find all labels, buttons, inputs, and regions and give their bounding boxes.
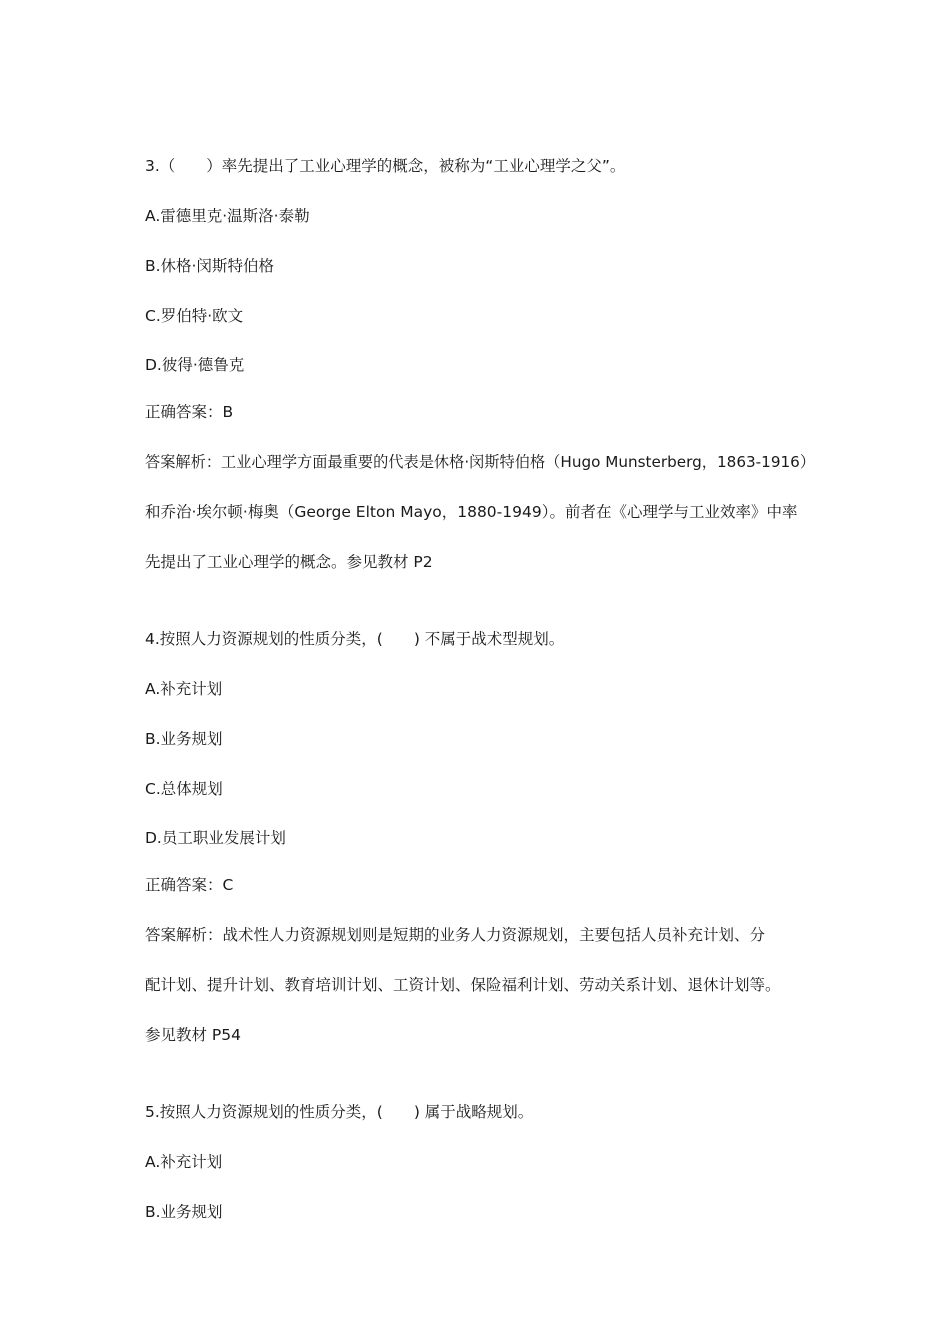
question-4-analysis-line-2: 配计划、提升计划、教育培训计划、工资计划、保险福利计划、劳动关系计划、退休计划等。 <box>145 976 781 994</box>
question-5-stem: 5.按照人力资源规划的性质分类，( ) 属于战略规划。 <box>145 1103 534 1121</box>
question-5-option-b: B.业务规划 <box>145 1203 223 1221</box>
question-3-answer: 正确答案：B <box>145 403 234 421</box>
question-4-option-a: A.补充计划 <box>145 680 223 698</box>
question-3-option-d: D.彼得·德鲁克 <box>145 356 245 374</box>
question-3-analysis-line-3: 先提出了工业心理学的概念。参见教材 P2 <box>145 553 433 571</box>
question-3-analysis-line-2: 和乔治·埃尔顿·梅奥（George Elton Mayo，1880-1949）。前者在《心理学与工业效率》中率 <box>145 503 798 521</box>
question-4-analysis-line-1: 答案解析：战术性人力资源规划则是短期的业务人力资源规划，主要包括人员补充计划、分 <box>145 926 766 944</box>
question-4-answer: 正确答案：C <box>145 876 234 894</box>
question-3-analysis-line-1: 答案解析：工业心理学方面最重要的代表是休格·闵斯特伯格（Hugo Munsterberg，1863-1916） <box>145 453 816 471</box>
question-4-analysis-line-3: 参见教材 P54 <box>145 1026 241 1044</box>
question-4-option-b: B.业务规划 <box>145 730 223 748</box>
question-3-stem: 3.（ ）率先提出了工业心理学的概念，被称为“工业心理学之父”。 <box>145 157 626 175</box>
question-4-option-d: D.员工职业发展计划 <box>145 829 286 847</box>
question-5-option-a: A.补充计划 <box>145 1153 223 1171</box>
question-4-option-c: C.总体规划 <box>145 780 223 798</box>
question-4-stem: 4.按照人力资源规划的性质分类，( ) 不属于战术型规划。 <box>145 630 565 648</box>
question-3-option-a: A.雷德里克·温斯洛·泰勒 <box>145 207 310 225</box>
question-3-option-c: C.罗伯特·欧文 <box>145 307 244 325</box>
question-3-option-b: B.休格·闵斯特伯格 <box>145 257 274 275</box>
